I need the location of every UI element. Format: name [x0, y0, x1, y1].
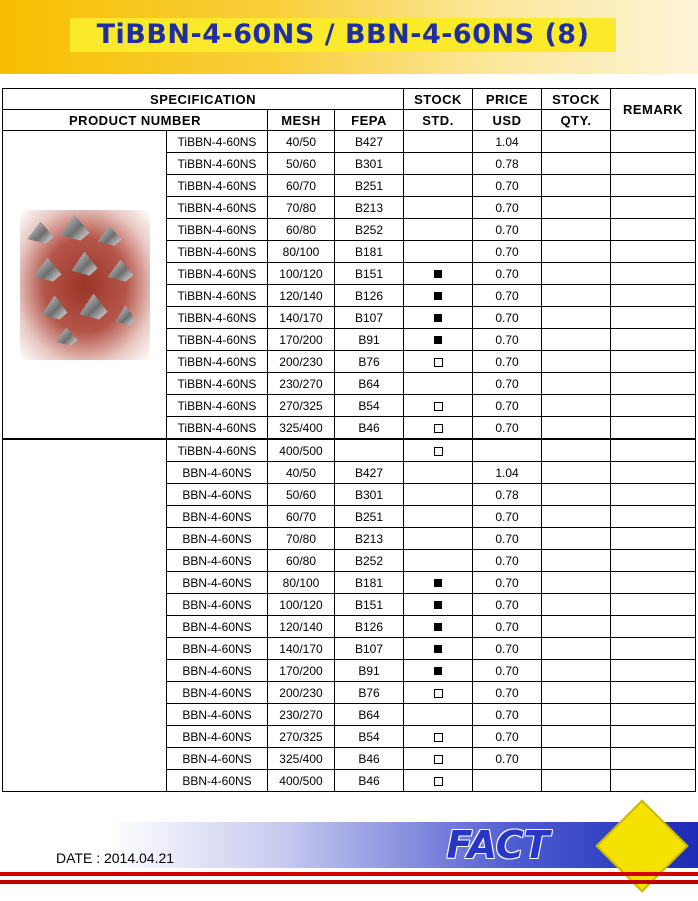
crystal-grain — [60, 215, 90, 241]
page-title: TiBBN-4-60NS / BBN-4-60NS (8) — [96, 19, 590, 50]
product-cell: BBN-4-60NS — [167, 726, 268, 748]
product-cell: TiBBN-4-60NS — [167, 219, 268, 241]
fepa-cell: B427 — [335, 462, 404, 484]
open-square-icon — [434, 447, 443, 456]
mesh-cell: 140/170 — [268, 307, 335, 329]
product-cell: TiBBN-4-60NS — [167, 439, 268, 462]
price-cell: 0.70 — [473, 351, 542, 373]
stock-std-cell — [404, 506, 473, 528]
mesh-cell: 80/100 — [268, 241, 335, 263]
remark-cell — [611, 704, 696, 726]
stock-qty-cell — [542, 704, 611, 726]
crystal-grain — [56, 328, 78, 346]
stock-std-cell — [404, 329, 473, 351]
price-cell: 1.04 — [473, 131, 542, 153]
remark-cell — [611, 770, 696, 792]
stock-qty-cell — [542, 462, 611, 484]
stock-std-cell — [404, 175, 473, 197]
spec-table — [2, 88, 696, 792]
remark-cell — [611, 462, 696, 484]
stock-qty-cell — [542, 307, 611, 329]
stock-qty-cell — [542, 285, 611, 307]
mesh-cell: 80/100 — [268, 572, 335, 594]
remark-cell — [611, 594, 696, 616]
product-cell: TiBBN-4-60NS — [167, 263, 268, 285]
price-cell: 0.70 — [473, 329, 542, 351]
fepa-cell: B151 — [335, 594, 404, 616]
fepa-cell: B252 — [335, 550, 404, 572]
fepa-cell: B76 — [335, 682, 404, 704]
price-cell: 0.70 — [473, 241, 542, 263]
filled-square-icon — [434, 645, 442, 653]
fepa-cell: B213 — [335, 197, 404, 219]
price-cell: 0.70 — [473, 572, 542, 594]
fepa-cell: B46 — [335, 748, 404, 770]
filled-square-icon — [434, 270, 442, 278]
stock-std-cell — [404, 351, 473, 373]
stock-qty-cell — [542, 329, 611, 351]
open-square-icon — [434, 402, 443, 411]
mesh-cell: 120/140 — [268, 285, 335, 307]
stock-qty-cell — [542, 263, 611, 285]
stock-qty-cell — [542, 528, 611, 550]
product-cell: TiBBN-4-60NS — [167, 373, 268, 395]
remark-cell — [611, 748, 696, 770]
fepa-cell: B46 — [335, 770, 404, 792]
product-cell: BBN-4-60NS — [167, 638, 268, 660]
filled-square-icon — [434, 623, 442, 631]
stock-qty-cell — [542, 572, 611, 594]
stock-qty-cell — [542, 175, 611, 197]
stock-qty-cell — [542, 616, 611, 638]
empty-image-cell — [3, 439, 167, 792]
stock-std-cell — [404, 550, 473, 572]
filled-square-icon — [434, 314, 442, 322]
product-cell: TiBBN-4-60NS — [167, 307, 268, 329]
mesh-cell: 325/400 — [268, 417, 335, 440]
crystal-grain — [116, 306, 136, 326]
remark-cell — [611, 682, 696, 704]
mesh-cell: 60/70 — [268, 175, 335, 197]
remark-cell — [611, 572, 696, 594]
product-cell: TiBBN-4-60NS — [167, 351, 268, 373]
fepa-cell: B107 — [335, 307, 404, 329]
remark-cell — [611, 439, 696, 462]
remark-cell — [611, 484, 696, 506]
fepa-cell: B64 — [335, 373, 404, 395]
stock-std-cell — [404, 748, 473, 770]
stock-std-cell — [404, 484, 473, 506]
open-square-icon — [434, 777, 443, 786]
crystal-grain — [108, 260, 134, 282]
crystal-grain — [42, 296, 68, 320]
stock-std-cell — [404, 241, 473, 263]
price-cell — [473, 770, 542, 792]
crystal-grain — [72, 252, 98, 276]
crystal-grain — [28, 222, 54, 244]
price-cell: 0.70 — [473, 417, 542, 440]
title-highlight — [70, 18, 616, 52]
fepa-cell: B252 — [335, 219, 404, 241]
mesh-cell: 200/230 — [268, 351, 335, 373]
mesh-cell: 60/70 — [268, 506, 335, 528]
price-cell: 0.78 — [473, 484, 542, 506]
stock-std-cell — [404, 439, 473, 462]
price-cell: 0.70 — [473, 395, 542, 417]
open-square-icon — [434, 424, 443, 433]
fepa-cell: B54 — [335, 395, 404, 417]
fact-logo: FACT — [446, 823, 550, 867]
remark-cell — [611, 153, 696, 175]
product-cell: BBN-4-60NS — [167, 770, 268, 792]
mesh-cell: 70/80 — [268, 197, 335, 219]
fepa-cell: B64 — [335, 704, 404, 726]
mesh-cell: 170/200 — [268, 660, 335, 682]
stock-qty-cell — [542, 682, 611, 704]
mesh-cell: 70/80 — [268, 528, 335, 550]
filled-square-icon — [434, 667, 442, 675]
product-cell: BBN-4-60NS — [167, 550, 268, 572]
crystal-grain — [80, 294, 108, 320]
stock-qty-cell — [542, 660, 611, 682]
stock-std-cell — [404, 219, 473, 241]
table-body — [3, 131, 696, 792]
product-cell: TiBBN-4-60NS — [167, 131, 268, 153]
fepa-cell: B126 — [335, 616, 404, 638]
mesh-cell: 230/270 — [268, 373, 335, 395]
stock-std-cell — [404, 462, 473, 484]
mesh-cell: 60/80 — [268, 550, 335, 572]
remark-cell — [611, 351, 696, 373]
header-stock-qty-line2: QTY. — [542, 110, 611, 131]
product-cell: TiBBN-4-60NS — [167, 395, 268, 417]
product-cell: TiBBN-4-60NS — [167, 197, 268, 219]
product-cell: BBN-4-60NS — [167, 682, 268, 704]
stock-std-cell — [404, 285, 473, 307]
mesh-cell: 40/50 — [268, 462, 335, 484]
stock-qty-cell — [542, 506, 611, 528]
stock-qty-cell — [542, 417, 611, 440]
filled-square-icon — [434, 292, 442, 300]
stock-qty-cell — [542, 197, 611, 219]
fepa-cell: B181 — [335, 241, 404, 263]
stock-std-cell — [404, 638, 473, 660]
stock-qty-cell — [542, 131, 611, 153]
remark-cell — [611, 616, 696, 638]
remark-cell — [611, 307, 696, 329]
price-cell: 0.70 — [473, 704, 542, 726]
header-price-line2: USD — [473, 110, 542, 131]
stock-qty-cell — [542, 726, 611, 748]
header-remark: REMARK — [611, 89, 696, 131]
price-cell: 0.70 — [473, 263, 542, 285]
mesh-cell: 40/50 — [268, 131, 335, 153]
mesh-cell: 270/325 — [268, 395, 335, 417]
crystal-grain — [98, 226, 122, 246]
header-stock-std-line2: STD. — [404, 110, 473, 131]
filled-square-icon — [434, 579, 442, 587]
fepa-cell: B91 — [335, 660, 404, 682]
product-cell: BBN-4-60NS — [167, 616, 268, 638]
stock-qty-cell — [542, 219, 611, 241]
header-specification: SPECIFICATION — [3, 89, 404, 110]
remark-cell — [611, 219, 696, 241]
fepa-cell: B46 — [335, 417, 404, 440]
price-cell: 0.70 — [473, 550, 542, 572]
diamond-logo-icon — [595, 799, 688, 892]
stock-std-cell — [404, 726, 473, 748]
product-cell: BBN-4-60NS — [167, 704, 268, 726]
fepa-cell: B91 — [335, 329, 404, 351]
open-square-icon — [434, 689, 443, 698]
remark-cell — [611, 726, 696, 748]
remark-cell — [611, 550, 696, 572]
stock-std-cell — [404, 263, 473, 285]
price-cell: 1.04 — [473, 462, 542, 484]
stock-std-cell — [404, 307, 473, 329]
stock-std-cell — [404, 660, 473, 682]
price-cell: 0.70 — [473, 219, 542, 241]
fepa-cell: B213 — [335, 528, 404, 550]
fepa-cell: B181 — [335, 572, 404, 594]
price-cell: 0.70 — [473, 285, 542, 307]
price-cell: 0.70 — [473, 616, 542, 638]
footer-rule-top — [0, 872, 698, 876]
price-cell: 0.70 — [473, 506, 542, 528]
product-cell: BBN-4-60NS — [167, 506, 268, 528]
stock-qty-cell — [542, 770, 611, 792]
price-cell: 0.70 — [473, 638, 542, 660]
product-cell: TiBBN-4-60NS — [167, 175, 268, 197]
stock-std-cell — [404, 704, 473, 726]
remark-cell — [611, 638, 696, 660]
product-cell: BBN-4-60NS — [167, 484, 268, 506]
fepa-cell: B107 — [335, 638, 404, 660]
stock-qty-cell — [542, 638, 611, 660]
stock-std-cell — [404, 682, 473, 704]
mesh-cell: 270/325 — [268, 726, 335, 748]
stock-std-cell — [404, 594, 473, 616]
remark-cell — [611, 285, 696, 307]
mesh-cell: 170/200 — [268, 329, 335, 351]
mesh-cell: 230/270 — [268, 704, 335, 726]
crystal-photo — [20, 210, 150, 360]
fepa-cell: B76 — [335, 351, 404, 373]
remark-cell — [611, 175, 696, 197]
remark-cell — [611, 506, 696, 528]
header-fepa: FEPA — [335, 110, 404, 131]
stock-std-cell — [404, 153, 473, 175]
mesh-cell: 140/170 — [268, 638, 335, 660]
fepa-cell: B251 — [335, 175, 404, 197]
fepa-cell: B301 — [335, 153, 404, 175]
stock-qty-cell — [542, 351, 611, 373]
open-square-icon — [434, 358, 443, 367]
product-image-cell — [3, 131, 167, 440]
stock-std-cell — [404, 572, 473, 594]
price-cell: 0.78 — [473, 153, 542, 175]
stock-std-cell — [404, 616, 473, 638]
mesh-cell: 400/500 — [268, 770, 335, 792]
date-label: DATE : 2014.04.21 — [56, 850, 175, 866]
product-cell: BBN-4-60NS — [167, 528, 268, 550]
header-product-number: PRODUCT NUMBER — [3, 110, 268, 131]
open-square-icon — [434, 733, 443, 742]
mesh-cell: 400/500 — [268, 439, 335, 462]
remark-cell — [611, 395, 696, 417]
header-stock-std-line1: STOCK — [404, 89, 473, 110]
stock-std-cell — [404, 131, 473, 153]
mesh-cell: 325/400 — [268, 748, 335, 770]
stock-qty-cell — [542, 395, 611, 417]
product-cell: BBN-4-60NS — [167, 462, 268, 484]
fepa-cell — [335, 439, 404, 462]
price-cell: 0.70 — [473, 197, 542, 219]
fepa-cell: B251 — [335, 506, 404, 528]
mesh-cell: 200/230 — [268, 682, 335, 704]
price-cell: 0.70 — [473, 748, 542, 770]
mesh-cell: 50/60 — [268, 484, 335, 506]
fepa-cell: B427 — [335, 131, 404, 153]
product-cell: TiBBN-4-60NS — [167, 153, 268, 175]
filled-square-icon — [434, 601, 442, 609]
remark-cell — [611, 660, 696, 682]
product-cell: TiBBN-4-60NS — [167, 241, 268, 263]
price-cell: 0.70 — [473, 307, 542, 329]
table-row — [3, 439, 696, 462]
stock-qty-cell — [542, 550, 611, 572]
price-cell: 0.70 — [473, 594, 542, 616]
header-mesh: MESH — [268, 110, 335, 131]
stock-std-cell — [404, 373, 473, 395]
price-cell: 0.70 — [473, 682, 542, 704]
remark-cell — [611, 373, 696, 395]
title-banner — [0, 0, 698, 74]
price-cell: 0.70 — [473, 528, 542, 550]
fepa-cell: B126 — [335, 285, 404, 307]
price-cell: 0.70 — [473, 726, 542, 748]
stock-std-cell — [404, 528, 473, 550]
stock-qty-cell — [542, 594, 611, 616]
remark-cell — [611, 528, 696, 550]
mesh-cell: 120/140 — [268, 616, 335, 638]
crystal-grain — [34, 258, 62, 282]
product-cell: BBN-4-60NS — [167, 594, 268, 616]
stock-qty-cell — [542, 484, 611, 506]
product-cell: BBN-4-60NS — [167, 660, 268, 682]
product-cell: TiBBN-4-60NS — [167, 417, 268, 440]
mesh-cell: 100/120 — [268, 594, 335, 616]
stock-qty-cell — [542, 748, 611, 770]
table-row — [3, 131, 696, 153]
price-cell: 0.70 — [473, 660, 542, 682]
footer-rule-bottom — [0, 880, 698, 884]
stock-std-cell — [404, 770, 473, 792]
fepa-cell: B301 — [335, 484, 404, 506]
header-price-line1: PRICE — [473, 89, 542, 110]
product-cell: TiBBN-4-60NS — [167, 329, 268, 351]
price-cell: 0.70 — [473, 175, 542, 197]
product-cell: BBN-4-60NS — [167, 572, 268, 594]
remark-cell — [611, 329, 696, 351]
stock-std-cell — [404, 417, 473, 440]
stock-qty-cell — [542, 439, 611, 462]
remark-cell — [611, 263, 696, 285]
open-square-icon — [434, 755, 443, 764]
stock-qty-cell — [542, 373, 611, 395]
filled-square-icon — [434, 336, 442, 344]
mesh-cell: 50/60 — [268, 153, 335, 175]
stock-qty-cell — [542, 241, 611, 263]
stock-std-cell — [404, 395, 473, 417]
remark-cell — [611, 197, 696, 219]
fepa-cell: B151 — [335, 263, 404, 285]
header-stock-qty-line1: STOCK — [542, 89, 611, 110]
price-cell — [473, 439, 542, 462]
fepa-cell: B54 — [335, 726, 404, 748]
product-cell: BBN-4-60NS — [167, 748, 268, 770]
product-cell: TiBBN-4-60NS — [167, 285, 268, 307]
remark-cell — [611, 241, 696, 263]
stock-std-cell — [404, 197, 473, 219]
stock-qty-cell — [542, 153, 611, 175]
mesh-cell: 60/80 — [268, 219, 335, 241]
remark-cell — [611, 417, 696, 440]
mesh-cell: 100/120 — [268, 263, 335, 285]
remark-cell — [611, 131, 696, 153]
price-cell: 0.70 — [473, 373, 542, 395]
